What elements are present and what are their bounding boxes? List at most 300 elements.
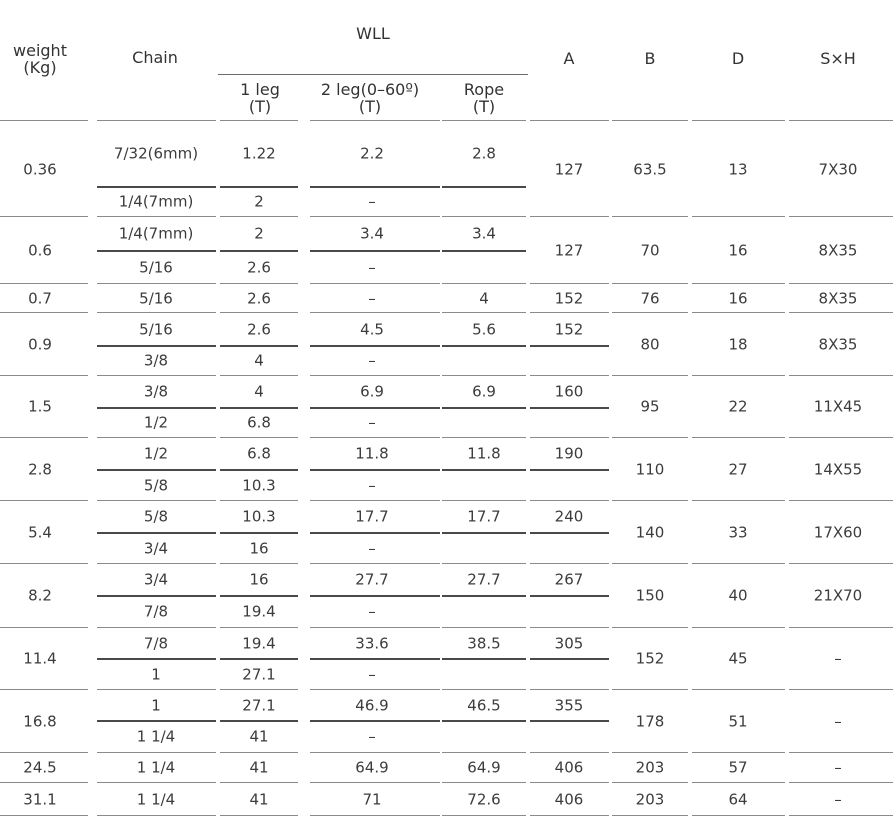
group-divider xyxy=(0,375,88,376)
dim-b-cell: 63.5 xyxy=(633,160,667,178)
group-divider xyxy=(530,375,609,376)
group-divider xyxy=(0,312,88,313)
rope-cell: 6.9 xyxy=(472,382,496,401)
group-divider xyxy=(0,815,88,816)
group-divider xyxy=(789,437,893,438)
group-divider xyxy=(97,815,216,816)
group-divider xyxy=(220,627,298,628)
group-divider xyxy=(789,312,893,313)
row-divider xyxy=(310,186,440,188)
group-divider xyxy=(612,283,688,284)
sxh-cell: 21X70 xyxy=(813,586,863,605)
row-divider xyxy=(220,720,298,722)
row-divider xyxy=(442,658,526,660)
leg2-cell: 71 xyxy=(362,790,382,808)
dim-b-cell: 70 xyxy=(640,241,660,259)
leg1-cell: 41 xyxy=(249,727,269,746)
weight-cell: 0.7 xyxy=(28,289,52,307)
dim-d-cell: 51 xyxy=(728,712,748,730)
group-divider xyxy=(530,752,609,753)
dim-d-cell: 40 xyxy=(728,586,748,605)
group-divider xyxy=(220,375,298,376)
row-divider xyxy=(442,186,526,188)
row-divider xyxy=(97,186,216,188)
header-bottom-rule xyxy=(310,120,440,121)
group-divider xyxy=(692,283,785,284)
weight-cell: 0.6 xyxy=(28,241,52,259)
dim-a-cell: 305 xyxy=(554,634,584,652)
row-divider xyxy=(530,532,609,534)
group-divider xyxy=(0,689,88,690)
group-divider xyxy=(220,752,298,753)
header-bottom-rule xyxy=(692,120,785,121)
group-divider xyxy=(442,815,526,816)
leg1-cell: 4 xyxy=(254,382,264,401)
row-divider xyxy=(530,658,609,660)
group-divider xyxy=(692,815,785,816)
chain-cell: 1/2 xyxy=(143,444,169,463)
rope-cell: 4 xyxy=(479,289,489,307)
group-divider xyxy=(789,283,893,284)
row-divider xyxy=(220,407,298,409)
row-divider xyxy=(220,658,298,660)
sxh-cell: – xyxy=(834,758,842,777)
group-divider xyxy=(0,437,88,438)
row-divider xyxy=(97,469,216,471)
leg1-cell: 27.1 xyxy=(242,665,276,683)
group-divider xyxy=(692,375,785,376)
leg2-cell: – xyxy=(368,413,376,432)
leg1-cell: 19.4 xyxy=(242,634,276,652)
dim-d-cell: 64 xyxy=(728,790,748,808)
group-divider xyxy=(789,815,893,816)
sxh-cell: – xyxy=(834,790,842,808)
row-divider xyxy=(220,595,298,597)
group-divider xyxy=(442,782,526,783)
dim-b-cell: 95 xyxy=(640,397,660,416)
leg2-cell: 2.2 xyxy=(360,144,384,163)
row-divider xyxy=(442,250,526,252)
dim-b-cell: 203 xyxy=(635,758,665,777)
dim-b-cell: 178 xyxy=(635,712,665,730)
row-divider xyxy=(220,186,298,188)
group-divider xyxy=(530,689,609,690)
dim-a-cell: 152 xyxy=(554,320,584,338)
row-divider xyxy=(442,720,526,722)
dim-a-cell: 160 xyxy=(554,382,584,401)
group-divider xyxy=(612,815,688,816)
header-1-leg: 1 leg (T) xyxy=(240,80,280,116)
leg1-cell: 4 xyxy=(254,351,264,370)
leg1-cell: 2 xyxy=(254,192,264,211)
rope-cell: 38.5 xyxy=(467,634,501,652)
group-divider xyxy=(789,689,893,690)
leg1-cell: 19.4 xyxy=(242,602,276,621)
dim-d-cell: 22 xyxy=(728,397,748,416)
leg2-cell: 17.7 xyxy=(355,507,389,526)
sxh-cell: – xyxy=(834,649,842,668)
chain-cell: 3/4 xyxy=(143,539,169,557)
row-divider xyxy=(220,469,298,471)
group-divider xyxy=(692,216,785,217)
sxh-cell: 17X60 xyxy=(813,523,863,541)
row-divider xyxy=(97,595,216,597)
group-divider xyxy=(442,312,526,313)
dim-b-cell: 150 xyxy=(635,586,665,605)
group-divider xyxy=(692,563,785,564)
weight-cell: 5.4 xyxy=(28,523,52,541)
group-divider xyxy=(530,815,609,816)
dim-b-cell: 140 xyxy=(635,523,665,541)
group-divider xyxy=(692,782,785,783)
sxh-cell: 7X30 xyxy=(818,160,858,178)
group-divider xyxy=(0,752,88,753)
group-divider xyxy=(97,782,216,783)
group-divider xyxy=(310,312,440,313)
weight-cell: 0.36 xyxy=(23,160,57,178)
header-b: B xyxy=(644,49,656,68)
dim-d-cell: 27 xyxy=(728,460,748,478)
dim-b-cell: 152 xyxy=(635,649,665,668)
leg2-cell: – xyxy=(368,476,376,494)
row-divider xyxy=(310,250,440,252)
group-divider xyxy=(530,627,609,628)
group-divider xyxy=(0,216,88,217)
chain-cell: 1 xyxy=(151,696,161,714)
dim-a-cell: 406 xyxy=(554,758,584,777)
group-divider xyxy=(789,782,893,783)
group-divider xyxy=(789,500,893,501)
sxh-cell: – xyxy=(834,712,842,730)
weight-cell: 16.8 xyxy=(23,712,57,730)
weight-cell: 8.2 xyxy=(28,586,52,605)
row-divider xyxy=(530,407,609,409)
row-divider xyxy=(97,532,216,534)
header-a: A xyxy=(563,49,575,68)
leg1-cell: 27.1 xyxy=(242,696,276,714)
group-divider xyxy=(530,500,609,501)
header-weight: weight (Kg) xyxy=(13,41,67,77)
chain-cell: 1/4(7mm) xyxy=(118,224,194,243)
group-divider xyxy=(310,782,440,783)
group-divider xyxy=(612,752,688,753)
group-divider xyxy=(97,283,216,284)
group-divider xyxy=(0,563,88,564)
leg1-cell: 10.3 xyxy=(242,507,276,526)
group-divider xyxy=(442,375,526,376)
group-divider xyxy=(692,689,785,690)
chain-cell: 7/8 xyxy=(143,602,169,621)
group-divider xyxy=(612,689,688,690)
group-divider xyxy=(310,689,440,690)
weight-cell: 11.4 xyxy=(23,649,57,668)
chain-cell: 1 1/4 xyxy=(136,727,176,746)
dim-d-cell: 13 xyxy=(728,160,748,178)
header-sxh: S×H xyxy=(820,49,856,68)
dim-a-cell: 152 xyxy=(554,289,584,307)
group-divider xyxy=(97,375,216,376)
chain-cell: 7/32(6mm) xyxy=(113,144,199,163)
chain-cell: 3/8 xyxy=(143,351,169,370)
group-divider xyxy=(612,312,688,313)
header-bottom-rule xyxy=(97,120,216,121)
leg2-cell: – xyxy=(368,539,376,557)
dim-a-cell: 190 xyxy=(554,444,584,463)
weight-cell: 1.5 xyxy=(28,397,52,416)
leg1-cell: 2.6 xyxy=(247,289,271,307)
sxh-cell: 11X45 xyxy=(813,397,863,416)
rope-cell: 72.6 xyxy=(467,790,501,808)
weight-cell: 31.1 xyxy=(23,790,57,808)
group-divider xyxy=(220,312,298,313)
header-2-leg: 2 leg(0–60º) (T) xyxy=(320,80,420,116)
group-divider xyxy=(310,752,440,753)
header-chain: Chain xyxy=(132,48,178,67)
dim-a-cell: 267 xyxy=(554,570,584,589)
group-divider xyxy=(442,500,526,501)
group-divider xyxy=(0,500,88,501)
row-divider xyxy=(310,407,440,409)
group-divider xyxy=(97,437,216,438)
group-divider xyxy=(442,627,526,628)
group-divider xyxy=(692,500,785,501)
row-divider xyxy=(442,595,526,597)
row-divider xyxy=(442,469,526,471)
dim-a-cell: 355 xyxy=(554,696,584,714)
leg1-cell: 16 xyxy=(249,539,269,557)
dim-d-cell: 57 xyxy=(728,758,748,777)
group-divider xyxy=(612,500,688,501)
group-divider xyxy=(692,437,785,438)
chain-cell: 5/16 xyxy=(139,320,173,338)
row-divider xyxy=(310,720,440,722)
rope-cell: 3.4 xyxy=(472,224,496,243)
dim-b-cell: 80 xyxy=(640,335,660,353)
leg1-cell: 2.6 xyxy=(247,320,271,338)
group-divider xyxy=(612,563,688,564)
sxh-cell: 14X55 xyxy=(813,460,863,478)
group-divider xyxy=(789,627,893,628)
weight-cell: 24.5 xyxy=(23,758,57,777)
chain-cell: 5/8 xyxy=(143,507,169,526)
group-divider xyxy=(220,437,298,438)
row-divider xyxy=(530,720,609,722)
leg1-cell: 2.6 xyxy=(247,258,271,276)
group-divider xyxy=(789,375,893,376)
dim-b-cell: 203 xyxy=(635,790,665,808)
leg2-cell: – xyxy=(368,258,376,276)
header-bottom-rule xyxy=(612,120,688,121)
weight-cell: 2.8 xyxy=(28,460,52,478)
row-divider xyxy=(97,720,216,722)
group-divider xyxy=(789,563,893,564)
group-divider xyxy=(692,627,785,628)
group-divider xyxy=(612,375,688,376)
leg2-cell: 46.9 xyxy=(355,696,389,714)
chain-cell: 1/2 xyxy=(143,413,169,432)
leg2-cell: – xyxy=(368,602,376,621)
row-divider xyxy=(97,407,216,409)
group-divider xyxy=(97,312,216,313)
dim-a-cell: 127 xyxy=(554,160,584,178)
group-divider xyxy=(310,563,440,564)
row-divider xyxy=(310,345,440,347)
leg2-cell: 11.8 xyxy=(355,444,389,463)
group-divider xyxy=(442,752,526,753)
dim-d-cell: 16 xyxy=(728,289,748,307)
leg1-cell: 6.8 xyxy=(247,444,271,463)
leg2-cell: – xyxy=(368,665,376,683)
group-divider xyxy=(0,627,88,628)
leg2-cell: 6.9 xyxy=(360,382,384,401)
weight-cell: 0.9 xyxy=(28,335,52,353)
group-divider xyxy=(530,782,609,783)
sxh-cell: 8X35 xyxy=(818,241,858,259)
group-divider xyxy=(530,437,609,438)
group-divider xyxy=(530,312,609,313)
header-wll: WLL xyxy=(356,24,390,43)
rope-cell: 27.7 xyxy=(467,570,501,589)
group-divider xyxy=(310,375,440,376)
chain-cell: 3/4 xyxy=(143,570,169,589)
row-divider xyxy=(310,532,440,534)
group-divider xyxy=(220,815,298,816)
group-divider xyxy=(692,312,785,313)
group-divider xyxy=(442,216,526,217)
leg2-cell: 27.7 xyxy=(355,570,389,589)
group-divider xyxy=(310,216,440,217)
row-divider xyxy=(442,532,526,534)
dim-d-cell: 18 xyxy=(728,335,748,353)
group-divider xyxy=(530,283,609,284)
group-divider xyxy=(442,563,526,564)
group-divider xyxy=(789,216,893,217)
leg1-cell: 41 xyxy=(249,758,269,777)
chain-cell: 1/4(7mm) xyxy=(118,192,194,211)
leg1-cell: 10.3 xyxy=(242,476,276,494)
group-divider xyxy=(310,627,440,628)
row-divider xyxy=(220,250,298,252)
group-divider xyxy=(612,216,688,217)
group-divider xyxy=(97,216,216,217)
dim-b-cell: 110 xyxy=(635,460,665,478)
leg1-cell: 2 xyxy=(254,224,264,243)
group-divider xyxy=(220,689,298,690)
group-divider xyxy=(789,752,893,753)
group-divider xyxy=(97,627,216,628)
leg2-cell: – xyxy=(368,192,376,211)
chain-cell: 5/16 xyxy=(139,289,173,307)
group-divider xyxy=(612,437,688,438)
dim-d-cell: 45 xyxy=(728,649,748,668)
sxh-cell: 8X35 xyxy=(818,289,858,307)
row-divider xyxy=(310,595,440,597)
group-divider xyxy=(97,500,216,501)
group-divider xyxy=(310,500,440,501)
group-divider xyxy=(220,563,298,564)
group-divider xyxy=(612,627,688,628)
group-divider xyxy=(442,283,526,284)
group-divider xyxy=(0,283,88,284)
leg1-cell: 41 xyxy=(249,790,269,808)
leg1-cell: 6.8 xyxy=(247,413,271,432)
row-divider xyxy=(530,345,609,347)
group-divider xyxy=(220,216,298,217)
header-bottom-rule xyxy=(530,120,609,121)
dim-b-cell: 76 xyxy=(640,289,660,307)
row-divider xyxy=(310,658,440,660)
row-divider xyxy=(442,345,526,347)
leg2-cell: 4.5 xyxy=(360,320,384,338)
header-bottom-rule xyxy=(442,120,526,121)
leg1-cell: 1.22 xyxy=(242,144,276,163)
group-divider xyxy=(97,752,216,753)
group-divider xyxy=(310,437,440,438)
leg2-cell: 3.4 xyxy=(360,224,384,243)
leg2-cell: – xyxy=(368,289,376,307)
group-divider xyxy=(442,689,526,690)
group-divider xyxy=(612,782,688,783)
chain-cell: 5/8 xyxy=(143,476,169,494)
dim-a-cell: 127 xyxy=(554,241,584,259)
row-divider xyxy=(97,345,216,347)
group-divider xyxy=(442,437,526,438)
leg2-cell: – xyxy=(368,727,376,746)
row-divider xyxy=(97,250,216,252)
group-divider xyxy=(530,216,609,217)
group-divider xyxy=(530,563,609,564)
row-divider xyxy=(310,469,440,471)
sxh-cell: 8X35 xyxy=(818,335,858,353)
group-divider xyxy=(220,500,298,501)
header-bottom-rule xyxy=(220,120,298,121)
group-divider xyxy=(692,752,785,753)
chain-cell: 7/8 xyxy=(143,634,169,652)
leg1-cell: 16 xyxy=(249,570,269,589)
rope-cell: 64.9 xyxy=(467,758,501,777)
row-divider xyxy=(220,532,298,534)
header-bottom-rule xyxy=(0,120,88,121)
leg2-cell: 33.6 xyxy=(355,634,389,652)
dim-a-cell: 240 xyxy=(554,507,584,526)
header-bottom-rule xyxy=(789,120,893,121)
chain-cell: 1 xyxy=(151,665,161,683)
header-rope: Rope (T) xyxy=(463,80,505,116)
group-divider xyxy=(97,563,216,564)
row-divider xyxy=(97,658,216,660)
rope-cell: 11.8 xyxy=(467,444,501,463)
dim-a-cell: 406 xyxy=(554,790,584,808)
header-d: D xyxy=(731,49,745,68)
rope-cell: 5.6 xyxy=(472,320,496,338)
row-divider xyxy=(530,469,609,471)
chain-cell: 1 1/4 xyxy=(136,790,176,808)
row-divider xyxy=(530,595,609,597)
group-divider xyxy=(310,283,440,284)
chain-cell: 1 1/4 xyxy=(136,758,176,777)
rope-cell: 17.7 xyxy=(467,507,501,526)
chain-cell: 5/16 xyxy=(139,258,173,276)
dim-d-cell: 33 xyxy=(728,523,748,541)
row-divider xyxy=(220,345,298,347)
rope-cell: 46.5 xyxy=(467,696,501,714)
group-divider xyxy=(220,283,298,284)
group-divider xyxy=(0,782,88,783)
leg2-cell: 64.9 xyxy=(355,758,389,777)
chain-cell: 3/8 xyxy=(143,382,169,401)
row-divider xyxy=(442,407,526,409)
rope-cell: 2.8 xyxy=(472,144,496,163)
